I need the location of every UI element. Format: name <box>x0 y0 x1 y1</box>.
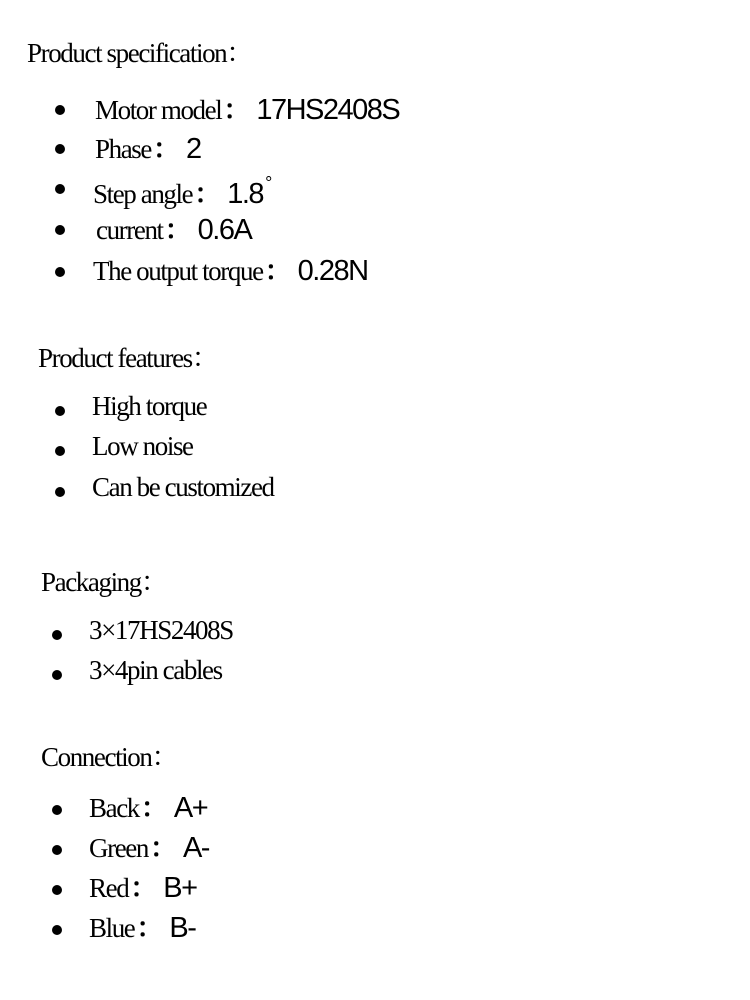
colon: ： <box>149 833 177 863</box>
colon: ： <box>153 134 180 164</box>
spec-item-current <box>96 216 251 245</box>
spec-label: current <box>96 215 163 245</box>
spec-item-step-angle <box>93 174 272 209</box>
wire-color: Green <box>89 833 148 863</box>
bullet-icon <box>55 225 65 235</box>
wire-terminal: A+ <box>173 792 208 824</box>
spec-item-phase <box>95 135 201 164</box>
spec-label: Phase <box>95 134 151 164</box>
spec-item-motor-model <box>95 96 399 125</box>
bullet-icon <box>52 670 62 680</box>
bullet-icon <box>52 845 62 855</box>
spec-label: Step angle <box>93 179 193 209</box>
wire-color: Blue <box>89 913 135 943</box>
feature-item: Can be customized <box>92 472 274 502</box>
feature-item: High torque <box>92 391 207 421</box>
bullet-icon <box>55 446 65 456</box>
features-heading: Product features： <box>38 343 218 373</box>
wire-color: Back <box>89 793 139 823</box>
wire-color: Red <box>89 873 129 903</box>
spec-value: 0.6A <box>197 214 252 246</box>
spec-item-output-torque <box>93 257 368 286</box>
spec-value: 0.28N <box>297 255 368 287</box>
packaging-item: 3×17HS2408S <box>89 615 233 645</box>
bullet-icon <box>52 630 62 640</box>
bullet-icon <box>52 885 62 895</box>
specification-heading: Product specification： <box>27 38 252 68</box>
bullet-icon <box>55 184 65 194</box>
bullet-icon <box>55 406 65 416</box>
degree-unit: ° <box>265 173 273 193</box>
bullet-icon <box>55 144 65 154</box>
bullet-icon <box>55 267 65 277</box>
colon: ： <box>130 873 158 903</box>
connection-item-red <box>89 874 197 903</box>
connection-item-back <box>89 794 207 823</box>
colon: ： <box>164 215 192 245</box>
wire-terminal: B+ <box>163 872 197 904</box>
colon: ： <box>140 793 168 823</box>
connection-item-blue <box>89 914 195 943</box>
bullet-icon <box>52 925 62 935</box>
wire-terminal: B- <box>169 912 196 944</box>
spec-value: 17HS2408S <box>256 94 400 126</box>
bullet-icon <box>52 805 62 815</box>
colon: ： <box>194 179 222 209</box>
spec-label: Motor model <box>95 95 222 125</box>
wire-terminal: A- <box>182 832 209 864</box>
spec-value: 1.8 <box>227 178 264 210</box>
packaging-heading: Packaging： <box>41 567 167 597</box>
colon: ： <box>264 256 292 286</box>
colon: ： <box>223 95 251 125</box>
spec-value: 2 <box>186 133 201 165</box>
spec-label: The output torque <box>93 256 263 286</box>
connection-item-green <box>89 834 209 863</box>
packaging-item: 3×4pin cables <box>89 655 222 685</box>
bullet-icon <box>55 105 65 115</box>
connection-heading: Connection： <box>41 742 178 772</box>
bullet-icon <box>55 487 65 497</box>
feature-item: Low noise <box>92 431 193 461</box>
colon: ： <box>136 913 164 943</box>
